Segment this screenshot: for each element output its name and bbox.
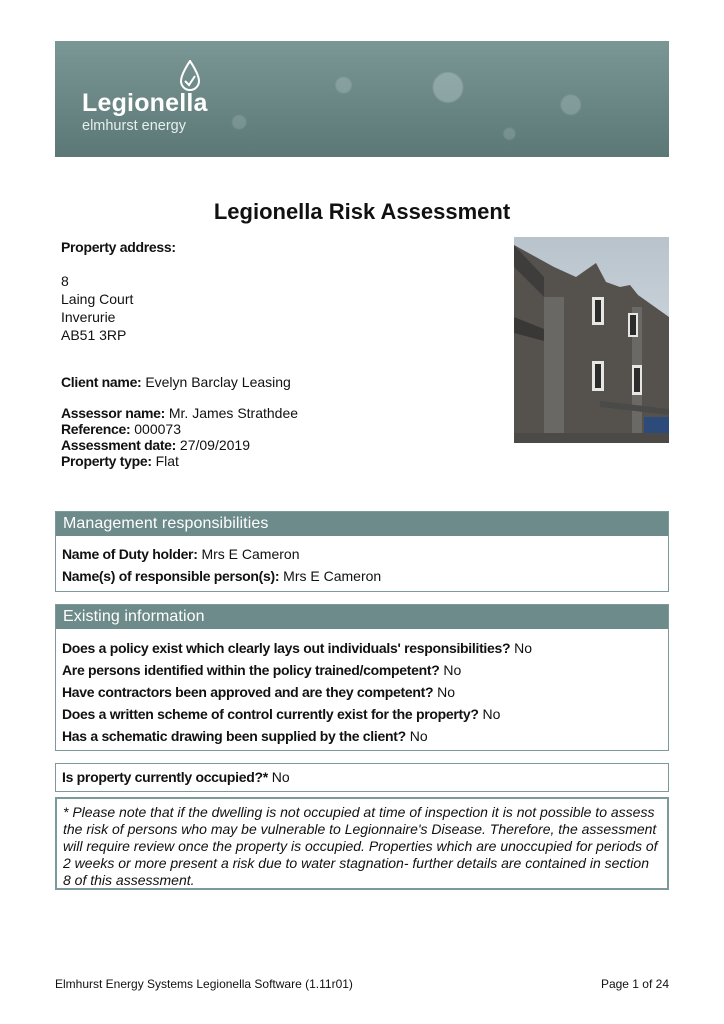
property-address-label: Property address: bbox=[61, 239, 176, 255]
occupancy-label: Is property currently occupied?* bbox=[62, 769, 268, 785]
responsible-persons-value: Mrs E Cameron bbox=[283, 568, 382, 584]
assessment-date-value: 27/09/2019 bbox=[179, 437, 250, 453]
property-photo bbox=[514, 237, 669, 443]
existing-info-heading: Existing information bbox=[56, 605, 668, 629]
property-type-value: Flat bbox=[155, 453, 179, 469]
existing-info-section bbox=[55, 604, 669, 751]
address-line: Inverurie bbox=[61, 309, 116, 325]
management-heading: Management responsibilities bbox=[56, 512, 668, 536]
contractors-approved-row bbox=[62, 684, 455, 700]
address-line: Laing Court bbox=[61, 291, 134, 307]
occupancy-value: No bbox=[271, 769, 290, 785]
client-name-field bbox=[61, 374, 291, 390]
responsible-persons-label: Name(s) of responsible person(s): bbox=[62, 568, 280, 584]
page-title: Legionella Risk Assessment bbox=[213, 199, 511, 224]
reference-label: Reference: bbox=[61, 421, 131, 437]
property-type-label: Property type: bbox=[61, 453, 152, 469]
policy-exists-row bbox=[62, 640, 532, 656]
occupancy-row bbox=[62, 769, 290, 785]
answer-value: No bbox=[443, 662, 462, 678]
client-name-label: Client name: bbox=[61, 374, 142, 390]
question-label: Are persons identified within the policy trained/competent? bbox=[62, 662, 440, 678]
water-drop-check-icon bbox=[179, 60, 201, 92]
question-label: Does a policy exist which clearly lays out individuals' responsibilities? bbox=[62, 640, 511, 656]
assessor-name-label: Assessor name: bbox=[61, 405, 165, 421]
assessment-date-label: Assessment date: bbox=[61, 437, 177, 453]
answer-value: No bbox=[437, 684, 456, 700]
duty-holder-label: Name of Duty holder: bbox=[62, 546, 198, 562]
assessor-name-field bbox=[61, 405, 298, 421]
duty-holder-row bbox=[62, 546, 300, 562]
property-type-field bbox=[61, 453, 179, 469]
answer-value: No bbox=[482, 706, 501, 722]
persons-trained-row bbox=[62, 662, 461, 678]
header-banner bbox=[55, 41, 669, 157]
duty-holder-value: Mrs E Cameron bbox=[201, 546, 300, 562]
reference-value: 000073 bbox=[134, 421, 181, 437]
answer-value: No bbox=[409, 728, 428, 744]
brand-title: Legionella bbox=[82, 89, 208, 117]
client-name-value: Evelyn Barclay Leasing bbox=[145, 374, 291, 390]
footer-software: Elmhurst Energy Systems Legionella Software (1.11r01) bbox=[55, 977, 353, 991]
reference-field bbox=[61, 421, 181, 437]
question-label: Have contractors been approved and are they competent? bbox=[62, 684, 434, 700]
written-scheme-row bbox=[62, 706, 500, 722]
address-line: AB51 3RP bbox=[61, 327, 127, 343]
assessor-name-value: Mr. James Strathdee bbox=[168, 405, 299, 421]
occupancy-note-box bbox=[55, 797, 669, 890]
management-section bbox=[55, 511, 669, 592]
question-label: Has a schematic drawing been supplied by the client? bbox=[62, 728, 406, 744]
brand-subtitle: elmhurst energy bbox=[82, 118, 186, 134]
assessment-date-field bbox=[61, 437, 250, 453]
footer-page-number: Page 1 of 24 bbox=[600, 977, 669, 991]
address-line: 8 bbox=[61, 273, 69, 289]
answer-value: No bbox=[514, 640, 533, 656]
schematic-drawing-row bbox=[62, 728, 428, 744]
occupancy-section bbox=[55, 763, 669, 792]
responsible-persons-row bbox=[62, 568, 381, 584]
occupancy-note-text: * Please note that if the dwelling is not occupied at time of inspection it is not possible to assess the risk of persons who may be vulnerable to Legionnaire's Disease. Therefore, the assessment will require review once the property is occupied. Properties which are unoccupied for periods of 2 weeks or more present a risk due to water stagnation- further details are contained in section 8 of this assessment. bbox=[63, 804, 658, 888]
question-label: Does a written scheme of control currently exist for the property? bbox=[62, 706, 479, 722]
